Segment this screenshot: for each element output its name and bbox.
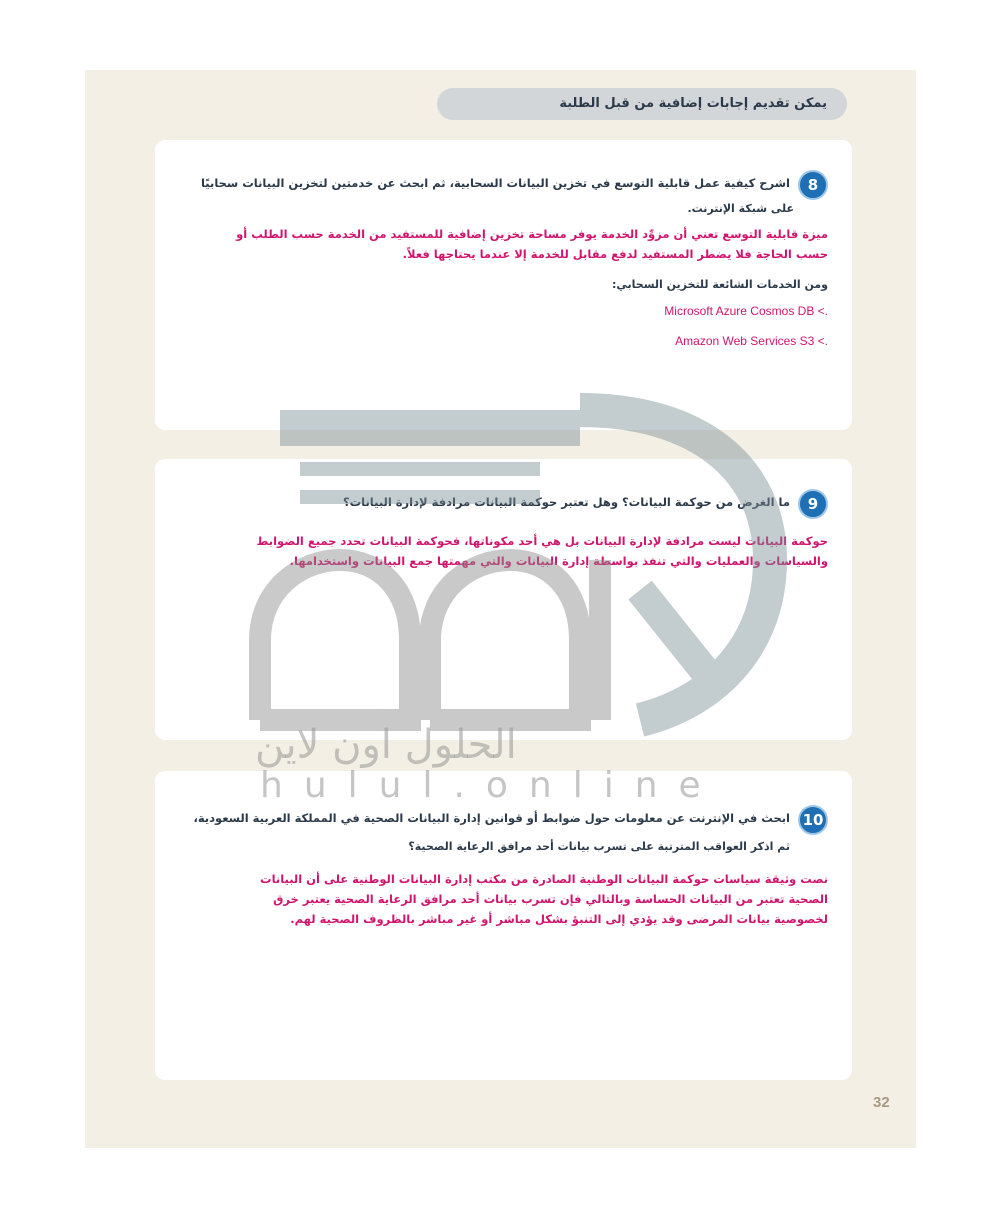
answer-9-line1: حوكمة البيانات ليست مرادفة لإدارة البيانات بل هي أحد مكوناتها، فحوكمة البيانات تحدد جميع الضوابط (256, 534, 828, 548)
page-number: 32 (873, 1094, 890, 1111)
question-9-text: ما الغرض من حوكمة البيانات؟ وهل تعتبر حوكمة البيانات مرادفة لإدارة البيانات؟ (342, 495, 790, 509)
answer-10-line1: نصت وثيقة سياسات حوكمة البيانات الوطنية الصادرة من مكتب إدارة البيانات الوطنية على أن البيانات (260, 872, 828, 886)
question-card-9 (155, 459, 852, 740)
answer-10-line2: الصحية تعتبر من البيانات الحساسة وبالتالي فإن تسرب بيانات أحد مرافق الرعاية الصحية يعتبر خرق (273, 892, 828, 906)
question-number-badge: 10 (798, 805, 828, 835)
question-10-text-line1: ابحث في الإنترنت عن معلومات حول ضوابط أو قوانين إدارة البيانات الصحية في المملكة العربية السعودية، (193, 811, 790, 825)
question-number-badge: 9 (798, 489, 828, 519)
question-card-8 (155, 140, 852, 430)
question-9-row (343, 489, 828, 519)
header-note: يمكن تقديم إجابات إضافية من قبل الطلبة (437, 88, 847, 120)
question-8-row (201, 170, 828, 200)
question-8-text-line2: على شبكة الإنترنت. (687, 202, 794, 215)
answer-8-line2: حسب الحاجة فلا يضطر المستفيد لدفع مقابل للخدمة إلا عندما يحتاجها فعلاً. (402, 247, 828, 261)
answer-9-line2: والسياسات والعمليات والتي تنفذ بواسطة إدارة البيانات والتي مهمتها جمع البيانات واستخدامها. (289, 554, 828, 568)
question-card-10 (155, 771, 852, 1080)
answer-8-line1: ميزة قابلية التوسع تعني أن مزوِّد الخدمة يوفر مساحة تخزين إضافية للمستفيد من الخدمة حسب الطلب أو (236, 227, 828, 241)
service-item-azure: Microsoft Azure Cosmos DB <. (664, 304, 828, 318)
services-intro: ومن الخدمات الشائعة للتخزين السحابي: (612, 278, 828, 291)
service-item-aws: Amazon Web Services S3 <. (675, 334, 828, 348)
watermark-latin: hulul.online (260, 765, 722, 806)
answer-10-line3: لخصوصية بيانات المرضى وقد يؤدي إلى التنبؤ بشكل مباشر أو غير مباشر بالظروف الصحية لهم. (290, 912, 828, 926)
question-8-text-line1: اشرح كيفية عمل قابلية التوسع في تخزين البيانات السحابية، ثم ابحث عن خدمتين لتخزين البيانات سحابيًا (200, 176, 790, 190)
watermark-arabic: الحلول اون لاين (255, 722, 517, 768)
question-number-badge: 8 (798, 170, 828, 200)
question-10-row (193, 805, 828, 835)
question-10-text-line2: ثم اذكر العواقب المترتبة على تسرب بيانات أحد مرافق الرعاية الصحية؟ (408, 840, 790, 853)
